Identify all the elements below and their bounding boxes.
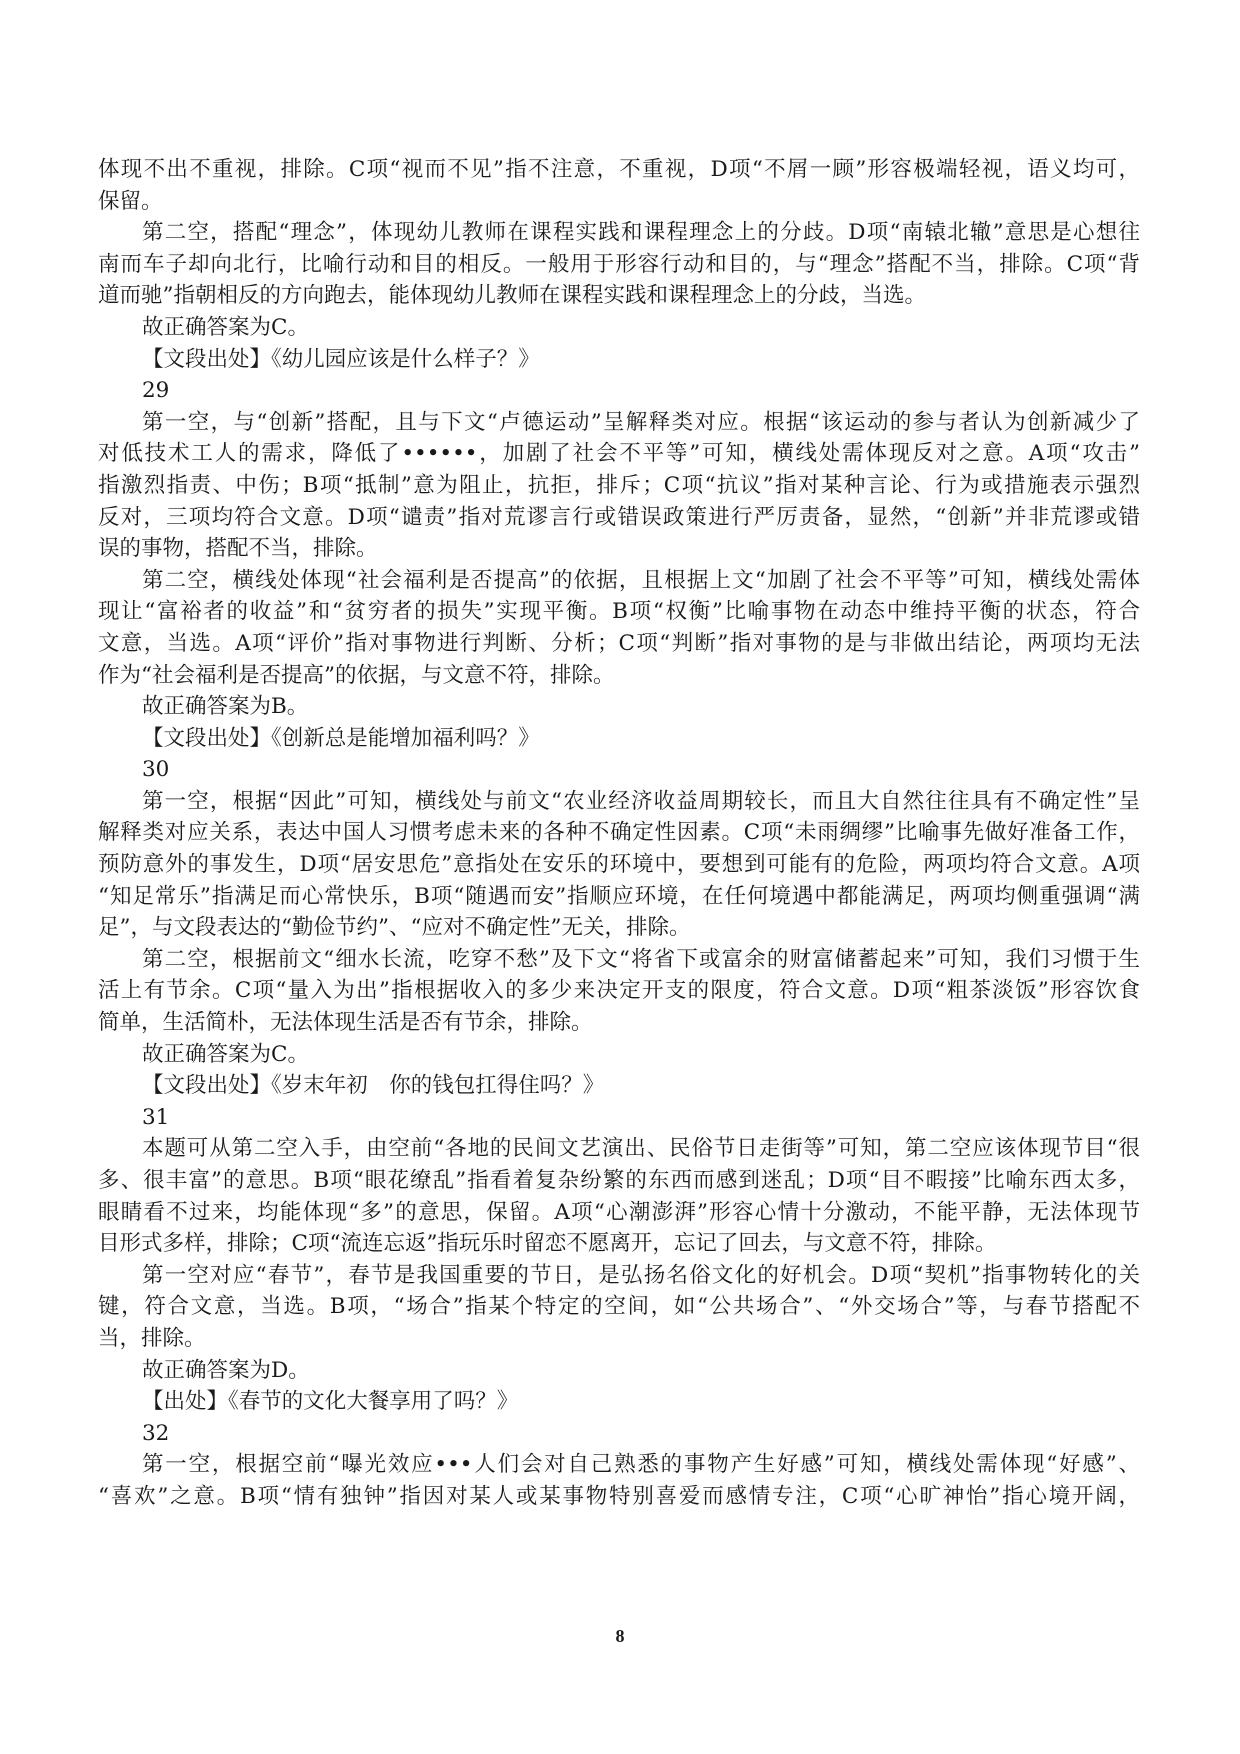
paragraph: [98, 691, 1140, 723]
text-line: 30: [142, 757, 170, 783]
document-body: [98, 154, 1140, 1513]
paragraph: [98, 407, 1140, 565]
text-line: 29: [142, 378, 170, 404]
paragraph: [98, 1355, 1140, 1387]
paragraph: [98, 154, 1140, 217]
paragraph: [98, 565, 1140, 691]
paragraph: [98, 375, 1140, 407]
paragraph: [98, 312, 1140, 344]
paragraph: [98, 1102, 1140, 1134]
text-line: 故正确答案为D。: [142, 1357, 310, 1383]
text-line: 作为“社会福利是否提高”的依据，与文意不符，排除。: [98, 662, 615, 688]
text-line: “知足常乐”指满足而心常快乐，B项“随遇而安”指顺应环境，在任何境遇中都能满足，两项均侧重强调“满: [98, 883, 1140, 909]
text-line: 反对，三项均符合文意。D项“谴责”指对荒谬言行或错误政策进行严厉责备，显然，“创新”并非荒谬或错: [98, 504, 1140, 530]
text-line: 南而车子却向北行，比喻行动和目的相反。一般用于形容行动和目的，与“理念”搭配不当，排除。C项“背: [98, 251, 1140, 277]
paragraph: [98, 723, 1140, 755]
paragraph: [98, 786, 1140, 944]
text-line: 第一空，与“创新”搭配，且与下文“卢德运动”呈解释类对应。根据“该运动的参与者认为创新减少了: [142, 409, 1140, 435]
text-line: 现让“富裕者的收益”和“贫穷者的损失”实现平衡。B项“权衡”比喻事物在动态中维持平衡的状态，符合: [98, 599, 1140, 625]
text-line: 多、很丰富”的意思。B项“眼花缭乱”指看着复杂纷繁的东西而感到迷乱；D项“目不暇接”比喻东西太多，: [98, 1168, 1140, 1193]
text-line: 第二空，根据前文“细水长流，吃穿不愁”及下文“将省下或富余的财富储蓄起来”可知，我们习惯于生: [142, 946, 1140, 972]
text-line: 【文段出处】《创新总是能增加福利吗？》: [142, 725, 540, 751]
text-line: 故正确答案为B。: [142, 694, 309, 720]
text-line: 键，符合文意，当选。B项，“场合”指某个特定的空间，如“公共场合”、“外交场合”等，与春节搭配不: [98, 1294, 1140, 1320]
paragraph: [98, 1386, 1140, 1418]
text-line: 对低技术工人的需求，降低了••••••，加剧了社会不平等”可知，横线处需体现反对之意。A项“攻击”: [98, 441, 1140, 467]
text-line: “喜欢”之意。B项“情有独钟”指因对某人或某事物特别喜爱而感情专注，C项“心旷神怡”指心境开阔，: [98, 1483, 1140, 1509]
text-line: 第二空，横线处体现“社会福利是否提高”的依据，且根据上文“加剧了社会不平等”可知，横线处需体: [142, 567, 1140, 593]
paragraph: [98, 217, 1140, 312]
text-line: 保留。: [98, 188, 163, 214]
text-line: 误的事物，搭配不当，排除。: [98, 536, 378, 562]
text-line: 解释类对应关系，表达中国人习惯考虑未来的各种不确定性因素。C项“未雨绸缪”比喻事先做好准备工作，: [98, 820, 1140, 846]
text-line: 32: [142, 1420, 170, 1446]
text-line: 文意，当选。A项“评价”指对事物进行判断、分析；C项“判断”指对事物的是与非做出结论，两项均无法: [98, 630, 1140, 656]
text-line: 体现不出不重视，排除。C项“视而不见”指不注意，不重视，D项“不屑一顾”形容极端轻视，语义均可，: [98, 157, 1140, 182]
text-line: 【文段出处】《岁末年初 你的钱包扛得住吗？》: [142, 1073, 605, 1099]
text-line: 活上有节余。C项“量入为出”指根据收入的多少来决定开支的限度，符合文意。D项“粗茶淡饭”形容饮食: [98, 978, 1140, 1004]
text-line: 31: [142, 1104, 170, 1130]
paragraph: [98, 344, 1140, 376]
text-line: 第一空对应“春节”，春节是我国重要的节日，是弘扬名俗文化的好机会。D项“契机”指事物转化的关: [142, 1262, 1140, 1288]
text-line: 眼睛看不过来，均能体现“多”的意思，保留。A项“心潮澎湃”形容心情十分激动，不能平静，无法体现节: [98, 1199, 1140, 1225]
paragraph: [98, 754, 1140, 786]
text-line: 本题可从第二空入手，由空前“各地的民间文艺演出、民俗节日走街等”可知，第二空应该体现节目“很: [142, 1136, 1140, 1162]
text-line: 第一空，根据空前“曝光效应•••人们会对自己熟悉的事物产生好感”可知，横线处需体现“好感”、: [142, 1452, 1140, 1478]
text-line: 目形式多样，排除；C项“流连忘返”指玩乐时留恋不愿离开，忘记了回去，与文意不符，排除。: [98, 1231, 997, 1257]
text-line: 预防意外的事发生，D项“居安思危”意指处在安乐的环境中，要想到可能有的危险，两项均符合文意。A项: [98, 852, 1140, 878]
paragraph: [98, 1070, 1140, 1102]
text-line: 当，排除。: [98, 1325, 206, 1351]
text-line: 道而驰”指朝相反的方向跑去，能体现幼儿教师在课程实践和课程理念上的分歧，当选。: [98, 283, 926, 309]
paragraph: [98, 1449, 1140, 1512]
text-line: 第一空，根据“因此”可知，横线处与前文“农业经济收益周期较长，而且大自然往往具有不确定性”呈: [142, 788, 1140, 814]
paragraph: [98, 1418, 1140, 1450]
text-line: 【出处】《春节的文化大餐享用了吗？》: [142, 1389, 519, 1415]
text-line: 故正确答案为C。: [142, 1041, 309, 1067]
text-line: 足”，与文段表达的“勤俭节约”、“应对不确定性”无关，排除。: [98, 915, 691, 941]
paragraph: [98, 1039, 1140, 1071]
text-line: 故正确答案为C。: [142, 314, 309, 340]
text-line: 【文段出处】《幼儿园应该是什么样子？》: [142, 346, 540, 372]
text-line: 简单，生活简朴，无法体现生活是否有节余，排除。: [98, 1010, 593, 1036]
paragraph: [98, 1133, 1140, 1259]
text-line: 第二空，搭配“理念”，体现幼儿教师在课程实践和课程理念上的分歧。D项“南辕北辙”意思是心想往: [142, 220, 1140, 246]
paragraph: [98, 944, 1140, 1039]
page-number: 8: [615, 1626, 625, 1646]
text-line: 指激烈指责、中伤；B项“抵制”意为阻止，抗拒，排斥；C项“抗议”指对某种言论、行为或措施表示强烈: [98, 472, 1140, 498]
paragraph: [98, 1260, 1140, 1355]
